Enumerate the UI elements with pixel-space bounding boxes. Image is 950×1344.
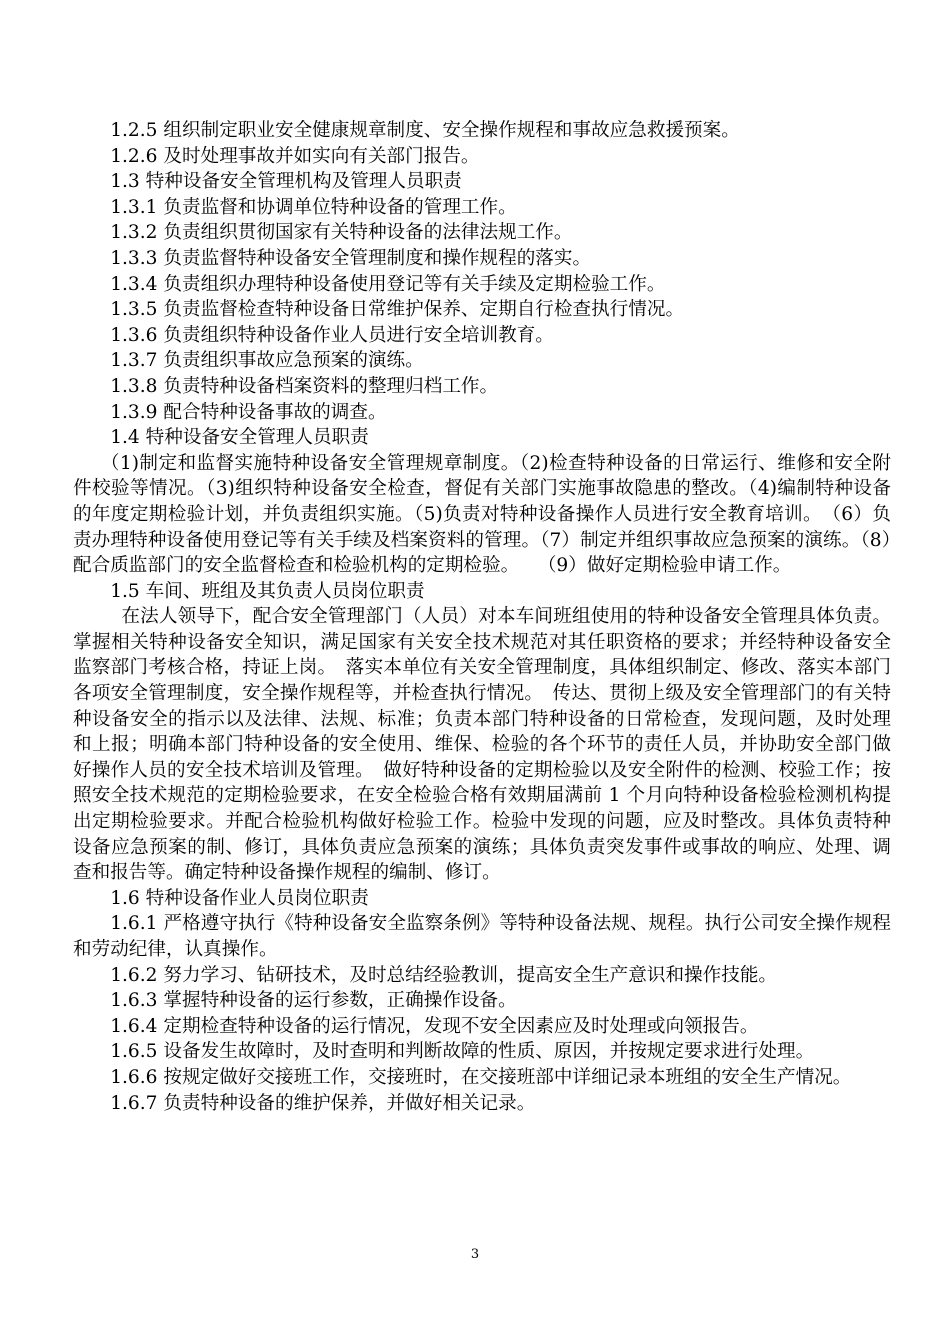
paragraph-1-3-1: 1.3.1 负责监督和协调单位特种设备的管理工作。 xyxy=(110,196,517,218)
paragraph-1-6-6: 1.6.6 按规定做好交接班工作，交接班时，在交接班部中详细记录本班组的安全生产情况。 xyxy=(110,1066,852,1088)
paragraph-1-5-body: 在法人领导下，配合安全管理部门（人员）对本车间班组使用的特种设备安全管理具体负责。掌握相关特种设备安全知识，满足国家有关安全技术规范对其任职资格的要求；并经特种设备安全监察部门考核合格，持证上岗。 落实本单位有关安全管理制度，具体组织制定、修改、落实本部门各项安全管理制度，安全操作规程等，并检查执行情况。 传达、贯彻上级及安全管理部门的有关特种设备安全的指示以及法律、法规、标准；负责本部门特种设备的日常检查，发现问题，及时处理和上报；明确本部门特种设备的安全使用、维保、检验的各个环节的责任人员，并协助安全部门做好操作人员的安全技术培训及管理。 做好特种设备的定期检验以及安全附件的检测、校验工作；按照安全技术规范的定期检验要求，在安全检验合格有效期届满前 1 个月向特种设备检验检测机构提出定期检验要求。并配合检验机构做好检验工作。检验中发现的问题，应及时整改。具体负责特种设备应急预案的制、修订，具体负责应急预案的演练；具体负责突发事件或事故的响应、处理、调查和报告等。确定特种设备操作规程的编制、修订。 xyxy=(73,606,891,884)
paragraph-1-3-7: 1.3.7 负责组织事故应急预案的演练。 xyxy=(110,350,424,372)
heading-1-5: 1.5 车间、班组及其负责人员岗位职责 xyxy=(110,580,425,602)
heading-1-6: 1.6 特种设备作业人员岗位职责 xyxy=(110,887,369,909)
page-number: 3 xyxy=(470,1247,480,1262)
document-body xyxy=(73,118,891,1116)
paragraph-1-3-6: 1.3.6 负责组织特种设备作业人员进行安全培训教育。 xyxy=(110,324,554,346)
paragraph-1-4-body: （1)制定和监督实施特种设备安全管理规章制度。（2)检查特种设备的日常运行、维修和安全附件校验等情况。（3)组织特种设备安全检查，督促有关部门实施事故隐患的整改。（4)编制特种设备的年度定期检验计划，并负责组织实施。（5)负责对特种设备操作人员进行安全教育培训。 （6）负责办理特种设备使用登记等有关手续及档案资料的管理。（7）制定并组织事故应急预案的演练。（8）配合质监部门的安全监督检查和检验机构的定期检验。 （9）做好定期检验申请工作。 xyxy=(73,452,891,577)
paragraph-1-6-3: 1.6.3 掌握特种设备的运行参数，正确操作设备。 xyxy=(110,990,517,1012)
paragraph-1-6-1: 1.6.1 严格遵守执行《特种设备安全监察条例》等特种设备法规、规程。执行公司安全操作规程和劳动纪律，认真操作。 xyxy=(73,913,891,960)
paragraph-1-3-4: 1.3.4 负责组织办理特种设备使用登记等有关手续及定期检验工作。 xyxy=(110,273,666,295)
paragraph-1-3-3: 1.3.3 负责监督特种设备安全管理制度和操作规程的落实。 xyxy=(110,247,592,269)
heading-1-3: 1.3 特种设备安全管理机构及管理人员职责 xyxy=(110,171,462,193)
paragraph-1-3-2: 1.3.2 负责组织贯彻国家有关特种设备的法律法规工作。 xyxy=(110,222,573,244)
paragraph-1-6-2: 1.6.2 努力学习、钻研技术，及时总结经验教训，提高安全生产意识和操作技能。 xyxy=(110,964,778,986)
paragraph-1-2-5: 1.2.5 组织制定职业安全健康规章制度、安全操作规程和事故应急救援预案。 xyxy=(110,120,740,141)
heading-1-4: 1.4 特种设备安全管理人员职责 xyxy=(110,427,369,449)
paragraph-1-6-7: 1.6.7 负责特种设备的维护保养，并做好相关记录。 xyxy=(110,1092,536,1114)
paragraph-1-2-6: 1.2.6 及时处理事故并如实向有关部门报告。 xyxy=(110,145,480,167)
paragraph-1-3-9: 1.3.9 配合特种设备事故的调查。 xyxy=(110,401,387,423)
paragraph-1-6-4: 1.6.4 定期检查特种设备的运行情况，发现不安全因素应及时处理或向领报告。 xyxy=(110,1015,759,1037)
paragraph-1-6-5: 1.6.5 设备发生故障时，及时查明和判断故障的性质、原因，并按规定要求进行处理。 xyxy=(110,1041,815,1063)
paragraph-1-3-5: 1.3.5 负责监督检查特种设备日常维护保养、定期自行检查执行情况。 xyxy=(110,299,685,321)
paragraph-1-3-8: 1.3.8 负责特种设备档案资料的整理归档工作。 xyxy=(110,375,499,397)
